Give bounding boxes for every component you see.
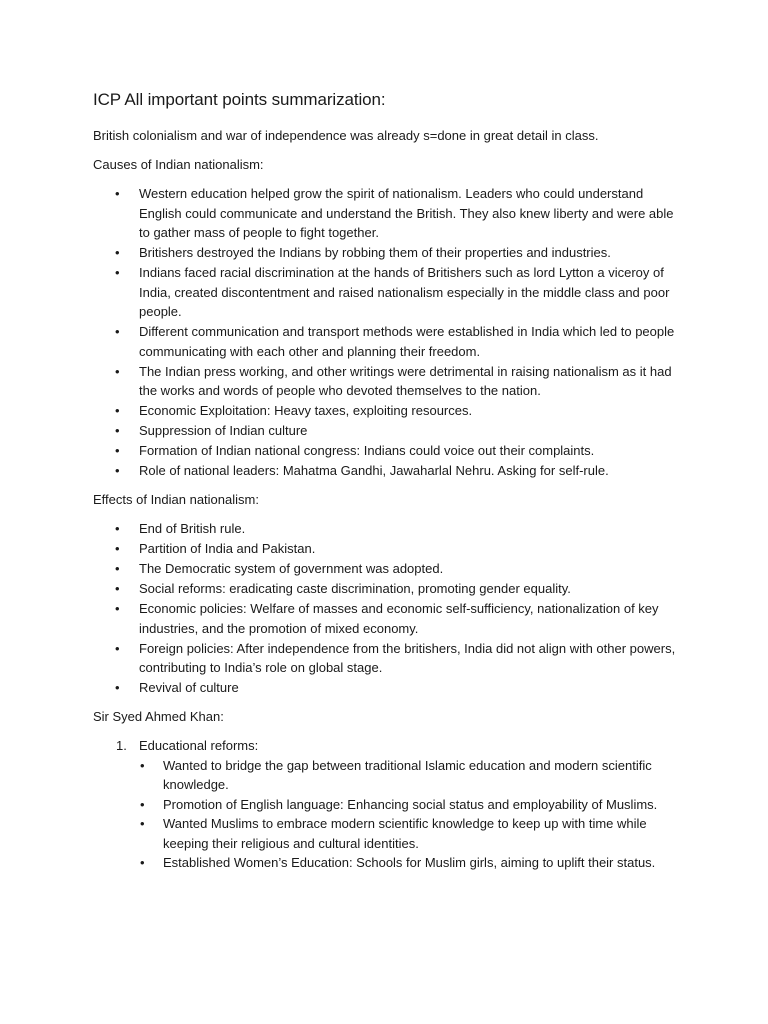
list-item: • The Indian press working, and other writings were detrimental in raising nationalism as it had the works and words of people who devoted themselves to the nation.	[93, 362, 683, 401]
numbered-item-label: Educational reforms:	[139, 738, 259, 753]
list-item: • The Democratic system of government was adopted.	[93, 559, 683, 579]
list-item: • End of British rule.	[93, 519, 683, 539]
list-item: • Wanted Muslims to embrace modern scientific knowledge to keep up with time while keeping their religious and cultural identities.	[139, 814, 683, 853]
list-item: • Formation of Indian national congress: Indians could voice out their complaints.	[93, 441, 683, 461]
list-item: • Western education helped grow the spirit of nationalism. Leaders who could understand English could communicate and understand the British. They also knew liberty and were able to gather mass of people to fight together.	[93, 184, 683, 243]
list-item: • Promotion of English language: Enhancing social status and employability of Muslims.	[139, 795, 683, 815]
list-item: • Role of national leaders: Mahatma Gandhi, Jawaharlal Nehru. Asking for self-rule.	[93, 461, 683, 481]
list-item: • Partition of India and Pakistan.	[93, 539, 683, 559]
document-title: ICP All important points summarization:	[93, 90, 386, 109]
document-page	[93, 88, 683, 873]
list-item: • Wanted to bridge the gap between traditional Islamic education and modern scientific knowledge.	[139, 756, 683, 795]
list-item: • Britishers destroyed the Indians by robbing them of their properties and industries.	[93, 243, 683, 263]
numbered-item	[93, 736, 683, 873]
list-item: • Established Women’s Education: Schools for Muslim girls, aiming to uplift their status.	[139, 853, 683, 873]
effects-list	[93, 519, 683, 698]
causes-heading: Causes of Indian nationalism:	[93, 156, 264, 172]
syed-numbered-list	[93, 736, 683, 873]
list-item: • Suppression of Indian culture	[93, 421, 683, 441]
causes-list	[93, 184, 683, 481]
list-item: • Different communication and transport methods were established in India which led to people communicating with each other and planning their freedom.	[93, 322, 683, 361]
list-number: 1.	[116, 738, 127, 753]
list-item: • Indians faced racial discrimination at the hands of Britishers such as lord Lytton a viceroy of India, created discontentment and raised nationalism especially in the middle class and poor people.	[93, 263, 683, 322]
list-item: • Economic policies: Welfare of masses and economic self-sufficiency, nationalization of key industries, and the promotion of mixed economy.	[93, 599, 683, 638]
list-item: • Economic Exploitation: Heavy taxes, exploiting resources.	[93, 401, 683, 421]
list-item: • Revival of culture	[93, 678, 683, 698]
list-item: • Social reforms: eradicating caste discrimination, promoting gender equality.	[93, 579, 683, 599]
syed-heading: Sir Syed Ahmed Khan:	[93, 708, 224, 724]
intro-paragraph: British colonialism and war of independence was already s=done in great detail in class.	[93, 128, 599, 143]
list-item: • Foreign policies: After independence from the britishers, India did not align with other powers, contributing to India’s role on global stage.	[93, 639, 683, 678]
effects-heading: Effects of Indian nationalism:	[93, 491, 259, 507]
educational-reforms-list	[139, 756, 683, 873]
